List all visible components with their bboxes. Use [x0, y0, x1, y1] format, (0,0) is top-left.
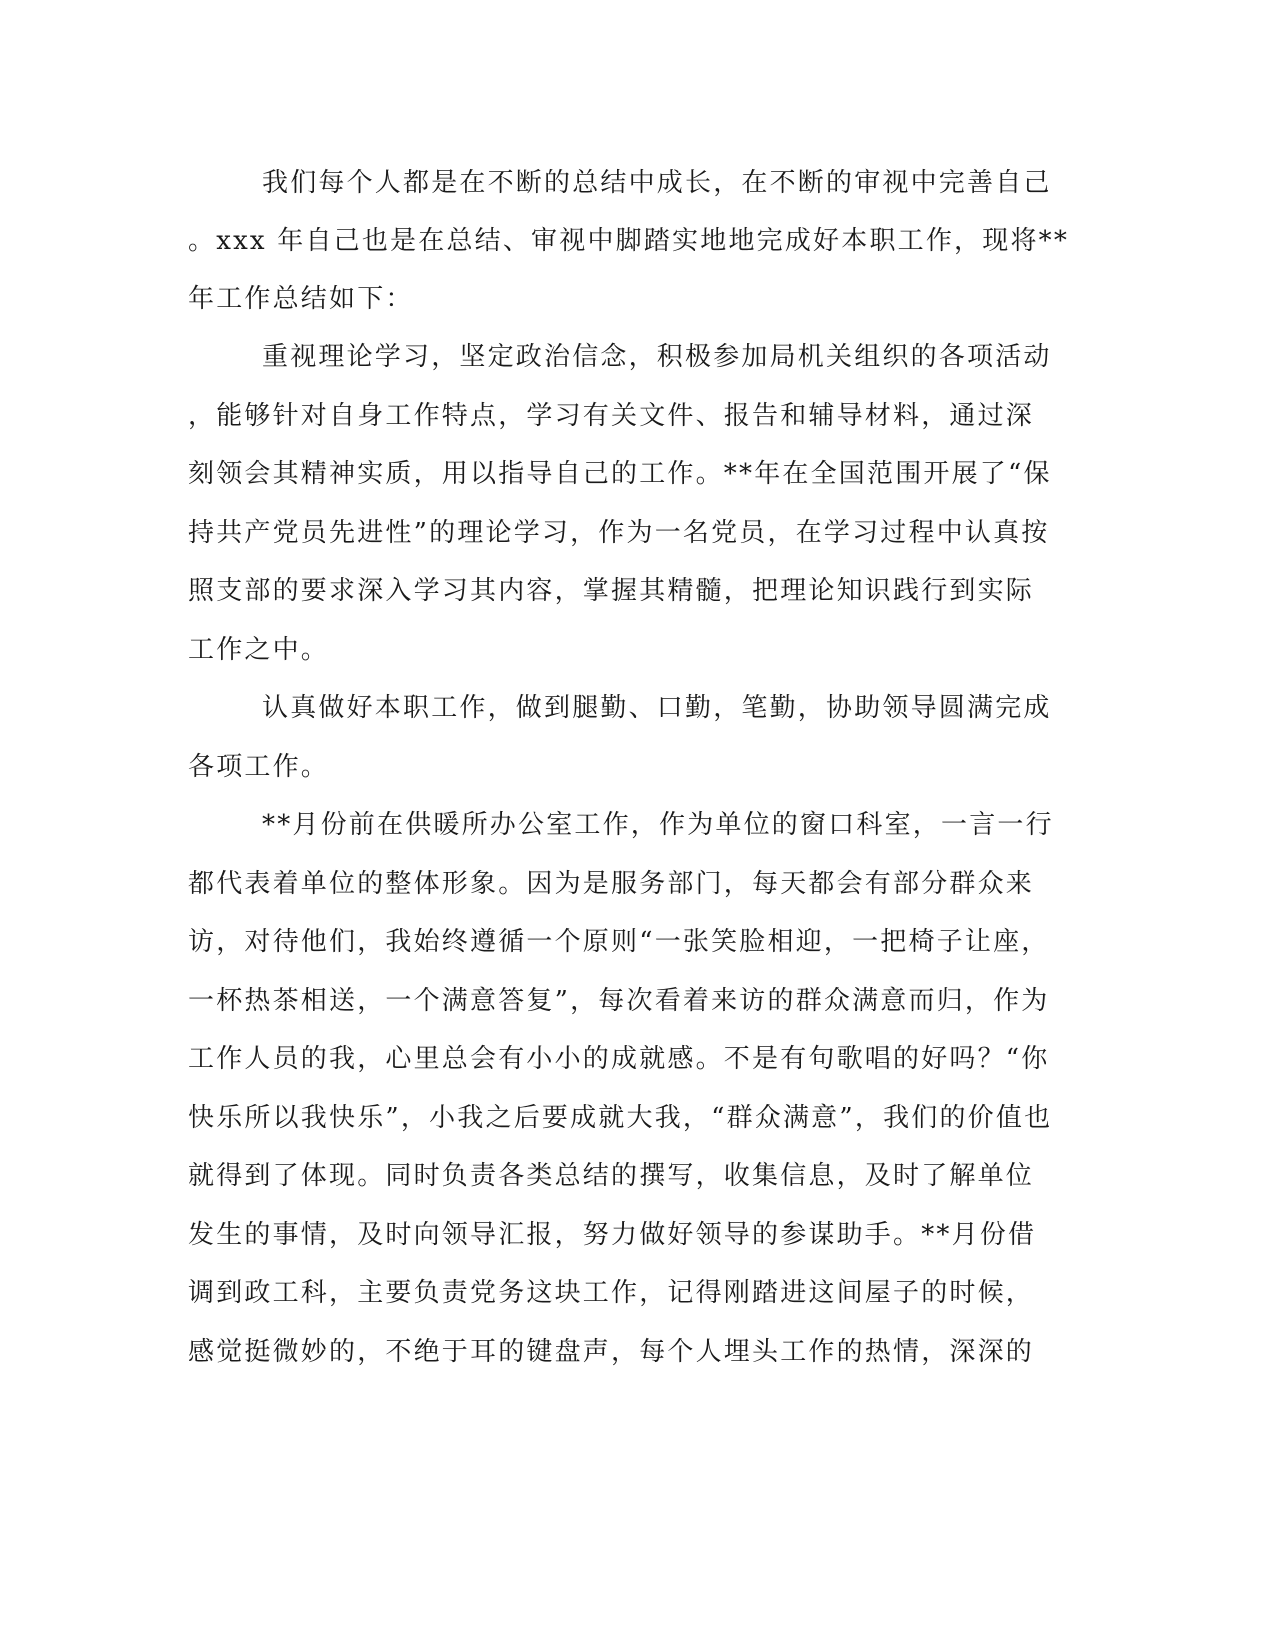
paragraph-4-line-7: 就得到了体现。同时负责各类总结的撰写，收集信息，及时了解单位	[188, 1161, 1035, 1191]
paragraph-2-line-2: ，能够针对自身工作特点，学习有关文件、报告和辅导材料，通过深	[188, 401, 1035, 431]
paragraph-1-line-2: 。xxx 年自己也是在总结、审视中脚踏实地地完成好本职工作，现将**	[188, 226, 1070, 256]
paragraph-4-line-8: 发生的事情，及时向领导汇报，努力做好领导的参谋助手。**月份借	[188, 1220, 1037, 1250]
paragraph-4-line-5: 工作人员的我，心里总会有小小的成就感。不是有句歌唱的好吗？“你	[188, 1044, 1050, 1074]
paragraph-4-line-2: 都代表着单位的整体形象。因为是服务部门，每天都会有部分群众来	[188, 869, 1035, 899]
paragraph-2-line-4: 持共产党员先进性”的理论学习，作为一名党员，在学习过程中认真按	[188, 518, 1050, 548]
paragraph-2-line-5: 照支部的要求深入学习其内容，掌握其精髓，把理论知识践行到实际	[188, 576, 1035, 606]
paragraph-1-line-1: 我们每个人都是在不断的总结中成长，在不断的审视中完善自己	[262, 168, 1052, 198]
paragraph-1-line-3: 年工作总结如下：	[188, 284, 414, 314]
paragraph-4-line-9: 调到政工科，主要负责党务这块工作，记得刚踏进这间屋子的时候，	[188, 1278, 1035, 1308]
paragraph-2-line-1: 重视理论学习，坚定政治信念，积极参加局机关组织的各项活动	[262, 342, 1052, 372]
paragraph-4-line-10: 感觉挺微妙的，不绝于耳的键盘声，每个人埋头工作的热情，深深的	[188, 1337, 1035, 1367]
paragraph-3-line-1: 认真做好本职工作，做到腿勤、口勤，笔勤，协助领导圆满完成	[262, 693, 1052, 723]
paragraph-4-line-1: **月份前在供暖所办公室工作，作为单位的窗口科室，一言一行	[262, 810, 1054, 840]
paragraph-2-line-6: 工作之中。	[188, 635, 330, 665]
paragraph-4-line-3: 访，对待他们，我始终遵循一个原则“一张笑脸相迎，一把椅子让座，	[188, 927, 1050, 957]
paragraph-3-line-2: 各项工作。	[188, 752, 330, 782]
paragraph-2-line-3: 刻领会其精神实质，用以指导自己的工作。**年在全国范围开展了“保	[188, 459, 1052, 489]
paragraph-4-line-4: 一杯热茶相送，一个满意答复”，每次看着来访的群众满意而归，作为	[188, 986, 1050, 1016]
paragraph-4-line-6: 快乐所以我快乐”，小我之后要成就大我，“群众满意”，我们的价值也	[188, 1103, 1053, 1133]
